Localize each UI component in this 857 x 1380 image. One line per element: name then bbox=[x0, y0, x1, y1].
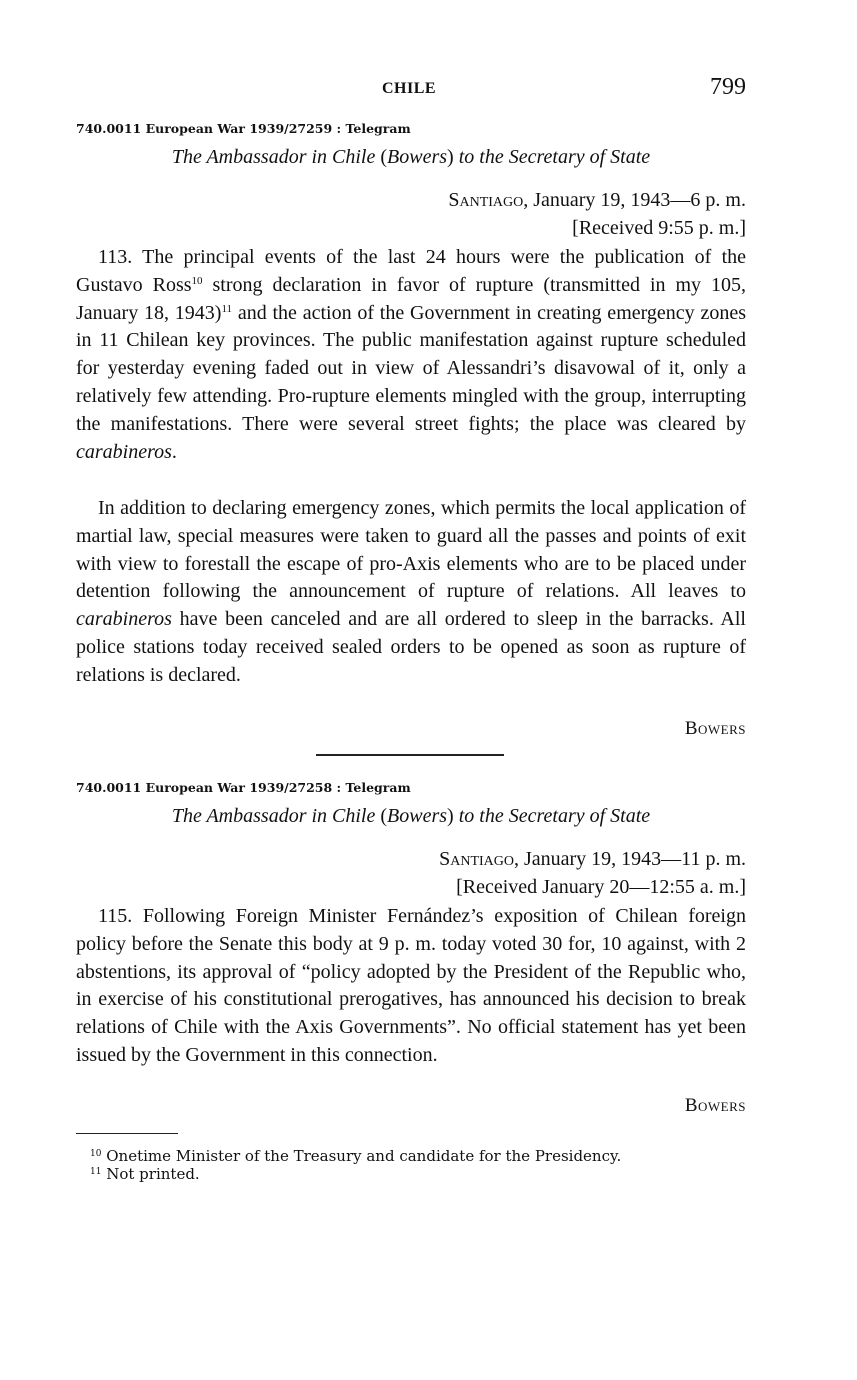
telegram-paragraph-2: In addition to declaring emergency zones, which permits the local application of martial law, special measures were taken to guard all the passes and points of exit with view to forestall the escape of pro-Axis elements who are to be placed under detention following the announcement of rupture of relations. All leaves to carabineros have been canceled and are all ordered to sleep in the barracks. All police stations today received sealed orders to be opened as soon as rupture of relations is declared. bbox=[76, 497, 746, 686]
signature-1: Bowers bbox=[684, 718, 746, 739]
dateline-place: Santiago bbox=[439, 848, 514, 870]
footnote-rule bbox=[76, 1133, 178, 1134]
file-reference-2: 740.0011 European War 1939/27258 : Telegram bbox=[76, 780, 411, 795]
footnote-ref-10: 10 bbox=[191, 274, 203, 287]
footnote-11: $^{11}$ Not printed. bbox=[90, 1165, 200, 1183]
received-note: [Received January 20—12:55 a. m.] bbox=[456, 876, 746, 898]
dateline-2 bbox=[439, 845, 746, 901]
dateline-date: , January 19, 1943—11 p. m. bbox=[513, 848, 746, 870]
received-note: [Received 9:55 p. m.] bbox=[572, 217, 746, 239]
section-divider bbox=[316, 754, 504, 756]
telegram-paragraph-3: 115. Following Foreign Minister Fernández’s exposition of Chilean foreign policy before the Senate this body at 9 p. m. today voted 30 for, 10 against, with 2 abstentions, its approval of “policy adopted by the President of the Republic who, in exercise of his constitutional prerogatives, has announced his decision to break relations of Chile with the Axis Governments”. No official statement has yet been issued by the Government in this connection. bbox=[76, 905, 746, 1066]
footnote-ref-11: 11 bbox=[221, 302, 233, 315]
dateline-1 bbox=[448, 186, 746, 242]
page-number: 799 bbox=[710, 74, 746, 100]
running-head bbox=[76, 74, 746, 102]
running-title: CHILE bbox=[382, 80, 437, 97]
document-title-1: The Ambassador in Chile (Bowers) to the Secretary of State bbox=[171, 146, 651, 168]
telegram-paragraph-1: 113. The principal events of the last 24 hours were the publication of the Gustavo Ross$^{10}$ strong declaration in favor of rupture (transmitted in my 105, January 18, 1943)$^{11}$ and the action of the Government in creating emergency zones in 11 Chilean key provinces. The public manifestation against rupture scheduled for yesterday evening faded out in view of Alessandri’s disavowal of it, only a relatively few attending. Pro-rupture elements mingled with the group, interrupting the manifestations. There were several street fights; the place was cleared by carabineros. bbox=[76, 246, 746, 463]
file-reference-1: 740.0011 European War 1939/27259 : Telegram bbox=[76, 121, 411, 136]
signature-2: Bowers bbox=[684, 1095, 746, 1116]
dateline-date: , January 19, 1943—6 p. m. bbox=[523, 189, 746, 211]
footnote-10: $^{10}$ Onetime Minister of the Treasury and candidate for the Presidency. bbox=[90, 1147, 622, 1165]
dateline-place: Santiago bbox=[448, 189, 524, 211]
document-title-2: The Ambassador in Chile (Bowers) to the Secretary of State bbox=[171, 805, 651, 827]
footnotes bbox=[90, 1147, 740, 1183]
